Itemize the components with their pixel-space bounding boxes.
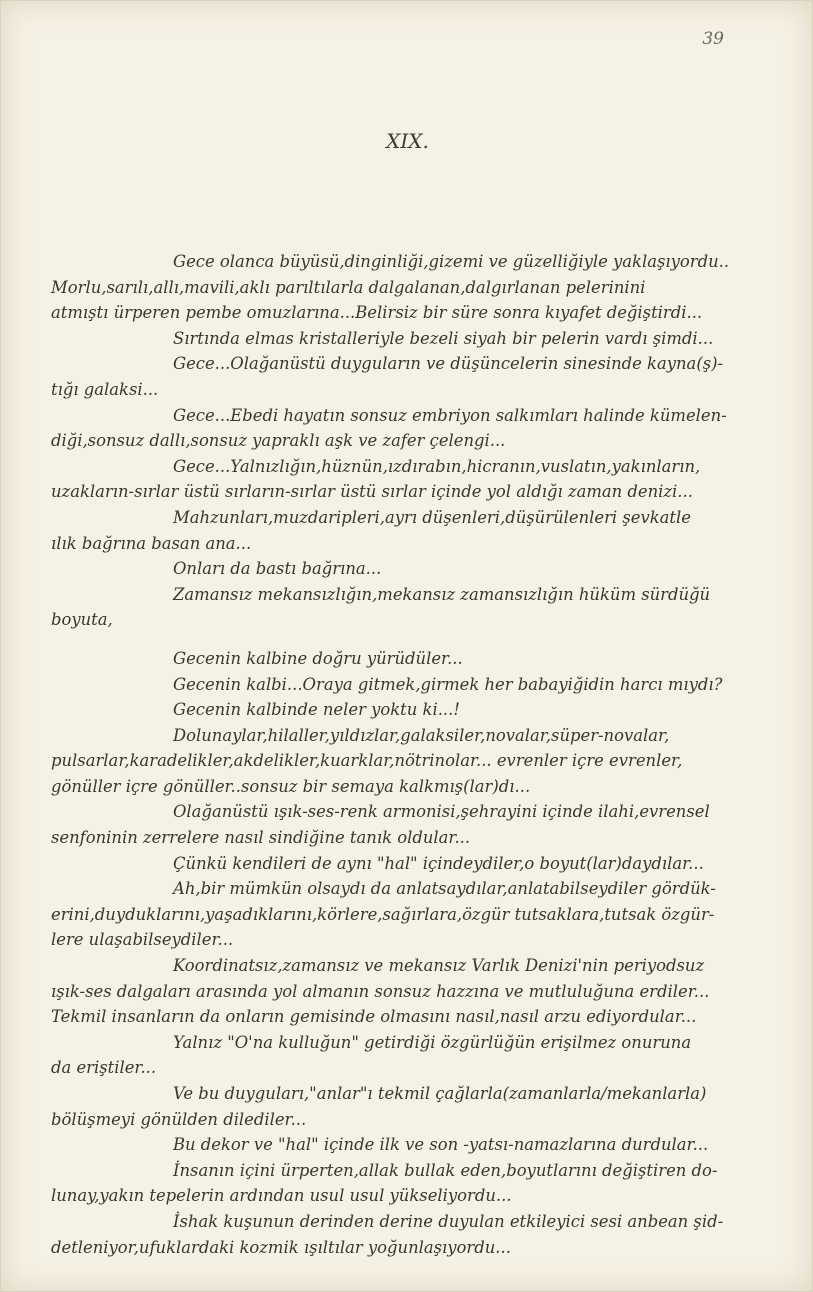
page-number: 39 (702, 29, 724, 49)
text-line: diği,sonsuz dallı,sonsuz yapraklı aşk ve zafer çelengi... (51, 431, 506, 451)
text-line: lere ulaşabilseydiler... (51, 930, 234, 950)
text-line: Çünkü kendileri de aynı "hal" içindeydiler,o boyut(lar)daydılar... (173, 853, 704, 873)
text-line: Olağanüstü ışık-ses-renk armonisi,şehrayini içinde ilahi,evrensel (173, 802, 710, 822)
text-line: ılık bağrına basan ana... (51, 533, 252, 553)
text-line: İshak kuşunun derinden derine duyulan etkileyici sesi anbean şid- (173, 1211, 724, 1231)
text-line: Koordinatsız,zamansız ve mekansız Varlık Denizi'nin periyodsuz (173, 956, 705, 976)
text-line: Ah,bir mümkün olsaydı da anlatsaydılar,anlatabilseydiler gördük- (173, 879, 716, 899)
text-line: bölüşmeyi gönülden dilediler... (51, 1109, 307, 1129)
text-line: Gece...Olağanüstü duyguların ve düşüncelerin sinesinde kayna(ş)- (173, 354, 724, 374)
text-line: detleniyor,ufuklardaki kozmik ışıltılar yoğunlaşıyordu... (51, 1237, 511, 1257)
text-line: uzakların-sırlar üstü sırların-sırlar üstü sırlar içinde yol aldığı zaman denizi... (51, 482, 693, 502)
text-line: da eriştiler... (51, 1058, 157, 1078)
text-line: Gece olanca büyüsü,dinginliği,gizemi ve güzelliğiyle yaklaşıyordu.. (173, 252, 730, 271)
text-line: Gecenin kalbine doğru yürüdüler... (173, 648, 463, 668)
text-line: Morlu,sarılı,allı,mavili,aklı parıltılarla dalgalanan,dalgırlanan pelerinini (51, 277, 646, 297)
text-line: senfoninin zerrelere nasıl sindiğine tanık oldular... (51, 828, 471, 848)
text-line: İnsanın içini ürperten,allak bullak eden,boyutlarını değiştiren do- (173, 1160, 718, 1180)
text-line: Onları da bastı bağrına... (173, 559, 382, 579)
text-line: Mahzunları,muzdaripleri,ayrı düşenleri,düşürülenleri şevkatle (173, 507, 691, 527)
text-line: Gecenin kalbinde neler yoktu ki...! (173, 700, 460, 720)
text-line: Ve bu duyguları,"anlar"ı tekmil çağlarla(zamanlarla/mekanlarla) (173, 1084, 707, 1103)
text-line: boyuta, (51, 610, 113, 630)
text-line: Tekmil insanların da onların gemisinde olmasını nasıl,nasıl arzu ediyordular... (51, 1007, 697, 1027)
text-line: erini,duyduklarını,yaşadıklarını,körlere,sağırlara,özgür tutsaklara,tutsak özgür- (51, 904, 715, 924)
text-line: pulsarlar,karadelikler,akdelikler,kuarklar,nötrinolar... evrenler içre evrenler, (51, 751, 683, 771)
text-line: ışık-ses dalgaları arasında yol almanın sonsuz hazzına ve mutluluğuna erdiler... (51, 981, 710, 1001)
text-line: Gecenin kalbi...Oraya gitmek,girmek her babayiğidin harcı mıydı? (173, 674, 723, 694)
paragraph-gap (51, 633, 769, 646)
text-line: lunay,yakın tepelerin ardından usul usul yükseliyordu... (51, 1186, 512, 1206)
text-line: gönüller içre gönüller..sonsuz bir semaya kalkmış(lar)dı... (51, 776, 531, 796)
text-line: Gece...Yalnızlığın,hüznün,ızdırabın,hicranın,vuslatın,yakınların, (173, 456, 701, 476)
text-line: Bu dekor ve "hal" içinde ilk ve son -yatsı-namazlarına durdular... (173, 1135, 709, 1155)
text-line: Sırtında elmas kristalleriyle bezeli siyah bir pelerin vardı şimdi... (173, 328, 714, 348)
body-text (51, 249, 769, 1260)
text-line: atmıştı ürperen pembe omuzlarına...Belirsiz bir süre sonra kıyafet değiştirdi... (51, 303, 703, 323)
text-line: Dolunaylar,hilaller,yıldızlar,galaksiler,novalar,süper-novalar, (173, 725, 670, 745)
text-line: Zamansız mekansızlığın,mekansız zamansızlığın hüküm sürdüğü (173, 584, 711, 604)
text-line: Gece...Ebedi hayatın sonsuz embriyon salkımları halinde kümelen- (173, 405, 727, 425)
text-line: Yalnız "O'na kulluğun" getirdiği özgürlüğün erişilmez onuruna (173, 1032, 692, 1052)
text-line: tığı galaksi... (51, 379, 159, 399)
chapter-title: XIX. (386, 129, 429, 153)
